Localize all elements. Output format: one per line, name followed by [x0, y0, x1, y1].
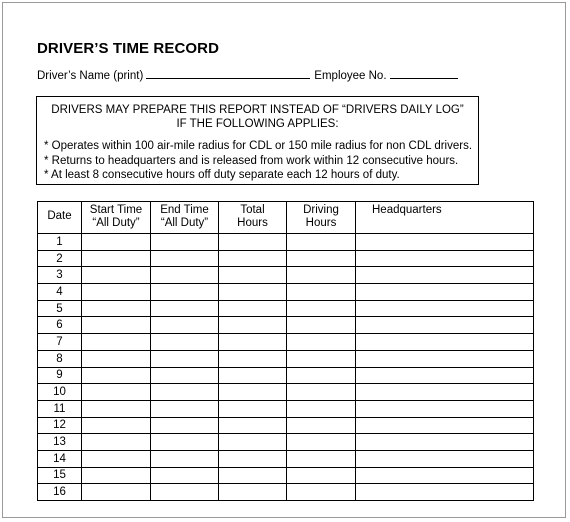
- start-time-cell[interactable]: [82, 267, 151, 284]
- total-hours-cell[interactable]: [219, 350, 287, 367]
- end-time-cell[interactable]: [151, 484, 219, 501]
- end-time-cell[interactable]: [151, 267, 219, 284]
- headquarters-cell[interactable]: [356, 250, 534, 267]
- end-time-cell[interactable]: [151, 434, 219, 451]
- row-date: 4: [38, 284, 82, 301]
- start-time-cell[interactable]: [82, 317, 151, 334]
- start-time-cell[interactable]: [82, 367, 151, 384]
- employee-number-field[interactable]: [390, 68, 458, 79]
- headquarters-cell[interactable]: [356, 300, 534, 317]
- row-date: 6: [38, 317, 82, 334]
- table-body: [38, 234, 534, 501]
- start-time-cell[interactable]: [82, 417, 151, 434]
- total-hours-cell[interactable]: [219, 400, 287, 417]
- table-row: [38, 250, 534, 267]
- table-row: [38, 384, 534, 401]
- notice-box: [36, 96, 479, 185]
- notice-item: * At least 8 consecutive hours off duty separate each 12 hours of duty.: [44, 168, 478, 183]
- driving-hours-cell[interactable]: [287, 434, 356, 451]
- start-time-cell[interactable]: [82, 450, 151, 467]
- start-time-cell[interactable]: [82, 284, 151, 301]
- driving-hours-cell[interactable]: [287, 284, 356, 301]
- table-row: [38, 317, 534, 334]
- end-time-cell[interactable]: [151, 367, 219, 384]
- notice-item: * Returns to headquarters and is released from work within 12 consecutive hours.: [44, 154, 478, 169]
- total-hours-cell[interactable]: [219, 450, 287, 467]
- table-row: [38, 284, 534, 301]
- start-time-cell[interactable]: [82, 484, 151, 501]
- total-hours-cell[interactable]: [219, 317, 287, 334]
- end-time-cell[interactable]: [151, 400, 219, 417]
- start-time-cell[interactable]: [82, 400, 151, 417]
- end-time-cell[interactable]: [151, 467, 219, 484]
- end-time-cell[interactable]: [151, 284, 219, 301]
- driving-hours-cell[interactable]: [287, 350, 356, 367]
- header-total-hours: Total Hours: [219, 202, 287, 234]
- row-date: 12: [38, 417, 82, 434]
- row-date: 7: [38, 334, 82, 351]
- row-date: 2: [38, 250, 82, 267]
- headquarters-cell[interactable]: [356, 384, 534, 401]
- end-time-cell[interactable]: [151, 417, 219, 434]
- driving-hours-cell[interactable]: [287, 400, 356, 417]
- row-date: 9: [38, 367, 82, 384]
- start-time-cell[interactable]: [82, 350, 151, 367]
- driving-hours-cell[interactable]: [287, 317, 356, 334]
- row-date: 10: [38, 384, 82, 401]
- header-date: Date: [38, 202, 82, 234]
- driving-hours-cell[interactable]: [287, 367, 356, 384]
- start-time-cell[interactable]: [82, 234, 151, 251]
- table-row: [38, 300, 534, 317]
- page-title: DRIVER’S TIME RECORD: [37, 40, 220, 57]
- end-time-cell[interactable]: [151, 250, 219, 267]
- end-time-cell[interactable]: [151, 317, 219, 334]
- end-time-cell[interactable]: [151, 384, 219, 401]
- total-hours-cell[interactable]: [219, 484, 287, 501]
- headquarters-cell[interactable]: [356, 350, 534, 367]
- total-hours-cell[interactable]: [219, 334, 287, 351]
- table-row: [38, 334, 534, 351]
- headquarters-cell[interactable]: [356, 317, 534, 334]
- time-record-table: [37, 201, 534, 501]
- driving-hours-cell[interactable]: [287, 384, 356, 401]
- total-hours-cell[interactable]: [219, 434, 287, 451]
- total-hours-cell[interactable]: [219, 267, 287, 284]
- end-time-cell[interactable]: [151, 350, 219, 367]
- total-hours-cell[interactable]: [219, 417, 287, 434]
- headquarters-cell[interactable]: [356, 467, 534, 484]
- headquarters-cell[interactable]: [356, 484, 534, 501]
- total-hours-cell[interactable]: [219, 250, 287, 267]
- driving-hours-cell[interactable]: [287, 484, 356, 501]
- header-headquarters: Headquarters: [356, 202, 534, 234]
- notice-heading: DRIVERS MAY PREPARE THIS REPORT INSTEAD OF “DRIVERS DAILY LOG” IF THE FOLLOWING APPLIES:: [51, 104, 464, 130]
- total-hours-cell[interactable]: [219, 284, 287, 301]
- row-date: 3: [38, 267, 82, 284]
- notice-list: [44, 139, 478, 183]
- row-date: 14: [38, 450, 82, 467]
- row-date: 16: [38, 484, 82, 501]
- table-row: [38, 434, 534, 451]
- start-time-cell[interactable]: [82, 384, 151, 401]
- driving-hours-cell[interactable]: [287, 467, 356, 484]
- start-time-cell[interactable]: [82, 467, 151, 484]
- total-hours-cell[interactable]: [219, 467, 287, 484]
- table-row: [38, 450, 534, 467]
- headquarters-cell[interactable]: [356, 417, 534, 434]
- total-hours-cell[interactable]: [219, 367, 287, 384]
- headquarters-cell[interactable]: [356, 450, 534, 467]
- driving-hours-cell[interactable]: [287, 267, 356, 284]
- row-date: 11: [38, 400, 82, 417]
- start-time-cell[interactable]: [82, 434, 151, 451]
- start-time-cell[interactable]: [82, 250, 151, 267]
- end-time-cell[interactable]: [151, 234, 219, 251]
- table-row: [38, 267, 534, 284]
- table-row: [38, 467, 534, 484]
- end-time-cell[interactable]: [151, 300, 219, 317]
- row-date: 13: [38, 434, 82, 451]
- driving-hours-cell[interactable]: [287, 450, 356, 467]
- driving-hours-cell[interactable]: [287, 334, 356, 351]
- total-hours-cell[interactable]: [219, 234, 287, 251]
- driver-name-label: Driver’s Name (print): [37, 70, 144, 82]
- driving-hours-cell[interactable]: [287, 417, 356, 434]
- total-hours-cell[interactable]: [219, 384, 287, 401]
- headquarters-cell[interactable]: [356, 367, 534, 384]
- driving-hours-cell[interactable]: [287, 300, 356, 317]
- driver-info-line: [37, 68, 458, 82]
- table-row: [38, 367, 534, 384]
- driving-hours-cell[interactable]: [287, 250, 356, 267]
- end-time-cell[interactable]: [151, 450, 219, 467]
- start-time-cell[interactable]: [82, 300, 151, 317]
- driver-name-field[interactable]: [146, 68, 310, 79]
- table-row: [38, 417, 534, 434]
- headquarters-cell[interactable]: [356, 284, 534, 301]
- row-date: 8: [38, 350, 82, 367]
- end-time-cell[interactable]: [151, 334, 219, 351]
- table-row: [38, 484, 534, 501]
- total-hours-cell[interactable]: [219, 300, 287, 317]
- headquarters-cell[interactable]: [356, 267, 534, 284]
- headquarters-cell[interactable]: [356, 434, 534, 451]
- header-start-time: Start Time “All Duty”: [82, 202, 151, 234]
- headquarters-cell[interactable]: [356, 400, 534, 417]
- headquarters-cell[interactable]: [356, 334, 534, 351]
- row-date: 15: [38, 467, 82, 484]
- driving-hours-cell[interactable]: [287, 234, 356, 251]
- notice-item: * Operates within 100 air-mile radius for CDL or 150 mile radius for non CDL drivers.: [44, 139, 478, 154]
- header-driving-hours: Driving Hours: [287, 202, 356, 234]
- row-date: 5: [38, 300, 82, 317]
- header-end-time: End Time “All Duty”: [151, 202, 219, 234]
- table-row: [38, 400, 534, 417]
- table-row: [38, 234, 534, 251]
- table-row: [38, 350, 534, 367]
- table-header-row: [38, 202, 534, 234]
- start-time-cell[interactable]: [82, 334, 151, 351]
- row-date: 1: [38, 234, 82, 251]
- employee-number-label: Employee No.: [314, 70, 387, 82]
- headquarters-cell[interactable]: [356, 234, 534, 251]
